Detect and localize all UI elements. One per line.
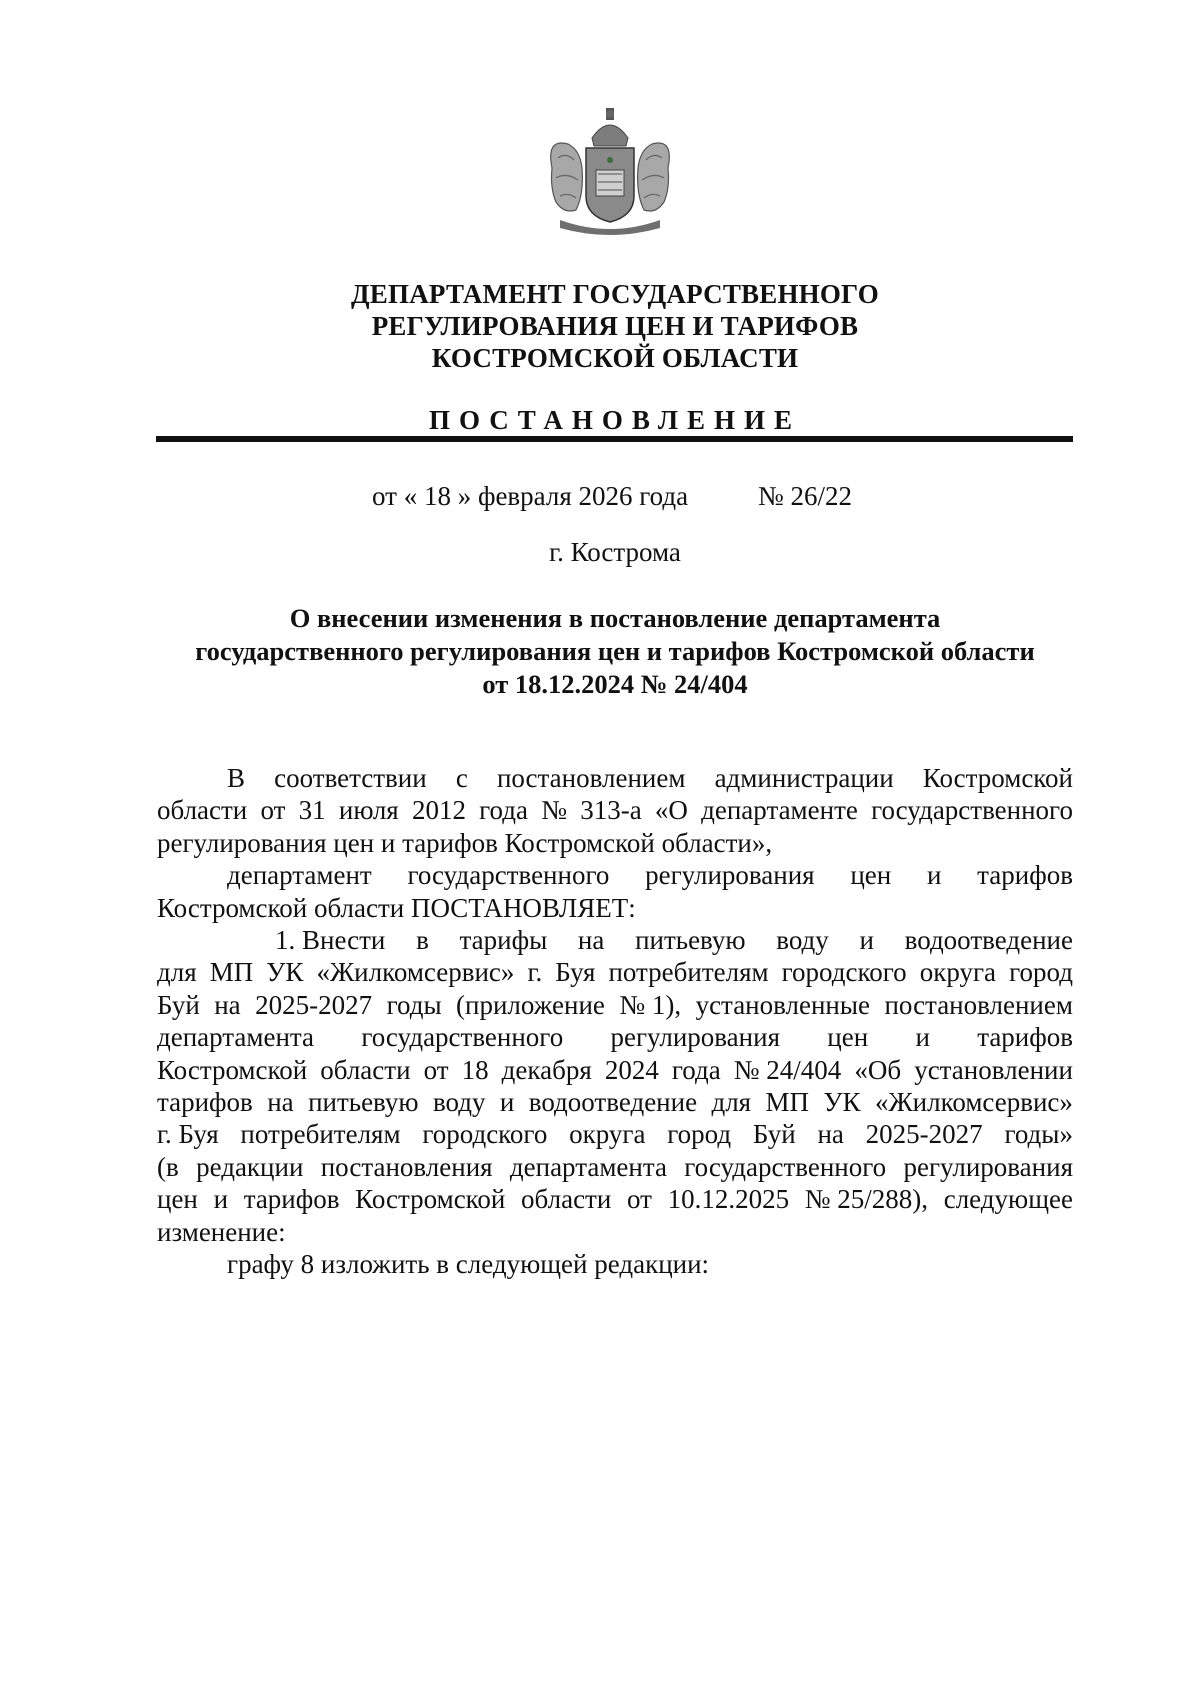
body-word: области	[157, 795, 248, 826]
body-word: следующее	[943, 1184, 1073, 1215]
body-word: годы»	[1004, 1119, 1073, 1150]
subject-line: О внесении изменения в постановление департамента	[289, 603, 941, 633]
body-word: Костромской	[157, 1054, 308, 1085]
body-word: и	[213, 1184, 229, 1215]
body-word: 2012	[411, 795, 466, 826]
body-line	[157, 1054, 1073, 1086]
body-word: июля	[338, 795, 399, 826]
body-word: город	[1009, 957, 1073, 988]
body-word: области	[521, 1184, 612, 1215]
body-word: департамента	[157, 1022, 315, 1053]
body-word: 18	[461, 1054, 489, 1085]
document-type-title: ПОСТАНОВЛЕНИЕ	[428, 405, 802, 435]
body-line	[157, 1021, 1073, 1053]
body-word: для	[157, 957, 197, 988]
body-line	[157, 956, 1073, 988]
body-word: в	[416, 925, 429, 956]
body-word: от	[423, 1054, 449, 1085]
department-name	[150, 278, 1080, 374]
body-word: государственного	[871, 795, 1073, 826]
body-word: «Об	[854, 1054, 902, 1085]
body-word: государственного	[361, 1022, 564, 1053]
body-word: потребителям	[240, 1119, 401, 1150]
body-word: Буй	[752, 1119, 796, 1150]
body-word: «Жилкомсервис»	[316, 957, 515, 988]
body-word: воду	[776, 925, 829, 956]
body-word: декабря	[501, 1054, 592, 1085]
department-line: РЕГУЛИРОВАНИЯ ЦЕН И ТАРИФОВ	[371, 311, 859, 341]
body-word: 2025-2027	[255, 989, 373, 1020]
body-word: потребителям	[608, 957, 769, 988]
document-number: № 26/22	[758, 481, 853, 511]
body-word: МП	[765, 1087, 810, 1118]
body-word: департамента	[509, 1151, 667, 1182]
body-word: тарифов	[977, 860, 1073, 891]
body-line: графу 8 изложить в следующей редакции:	[227, 1249, 710, 1280]
document-date: от « 18 » февраля 2026 года	[372, 481, 689, 511]
document-city: г. Кострома	[549, 537, 681, 567]
body-word: Буй	[157, 989, 200, 1020]
body-word: водоотведение	[528, 1087, 698, 1118]
body-word: 2025-2027	[865, 1119, 983, 1150]
body-line	[157, 924, 1073, 956]
body-word: 1. Внести	[275, 925, 386, 956]
body-line: регулирования цен и тарифов Костромской области»,	[157, 827, 773, 858]
body-word: на	[214, 989, 241, 1020]
department-line: КОСТРОМСКОЙ ОБЛАСТИ	[431, 343, 799, 373]
body-word: тарифы	[459, 925, 548, 956]
kostroma-region-coat-of-arms-icon	[540, 108, 680, 240]
subject-line: от 18.12.2024 № 24/404	[482, 669, 748, 699]
body-word: № 24/404	[733, 1054, 842, 1085]
body-word: годы	[386, 989, 442, 1020]
body-word: установленные	[695, 989, 870, 1020]
body-word: от	[626, 1184, 652, 1215]
body-word: (в	[157, 1151, 179, 1182]
document-body	[157, 762, 1073, 1281]
body-word: УК	[266, 957, 304, 988]
body-word: регулирования	[645, 860, 815, 891]
body-word: тарифов	[157, 1087, 253, 1118]
subject-line: государственного регулирования цен и тарифов Костромской области	[195, 636, 1035, 666]
body-line	[157, 762, 1073, 794]
body-line: изменение:	[157, 1216, 286, 1247]
body-word: «О	[654, 795, 688, 826]
body-word: водоотведение	[904, 925, 1073, 956]
body-word: цен	[827, 1022, 869, 1053]
body-word: и	[926, 860, 942, 891]
body-word: постановлением	[496, 763, 686, 793]
body-word: город	[667, 1119, 732, 1150]
body-word: на	[267, 1087, 294, 1118]
body-line: Костромской области ПОСТАНОВЛЯЕТ:	[157, 892, 636, 923]
body-word: УК	[823, 1087, 861, 1118]
body-word: цен	[157, 1184, 198, 1215]
body-word: редакции	[196, 1151, 304, 1182]
body-word: и	[859, 925, 874, 956]
body-word: 31	[298, 795, 326, 826]
body-word: Буя	[555, 957, 596, 988]
body-word: года	[479, 795, 529, 826]
body-line	[157, 989, 1073, 1021]
body-word: 10.12.2025	[667, 1184, 790, 1215]
body-line	[157, 1118, 1073, 1150]
body-word: регулирования	[610, 1022, 780, 1053]
body-word: цен	[850, 860, 892, 891]
body-line	[157, 1151, 1073, 1183]
body-word: постановлением	[884, 989, 1073, 1020]
body-word: государственного	[684, 1151, 887, 1182]
body-word: департаменте	[701, 795, 858, 826]
body-word: и	[915, 1022, 930, 1053]
body-word: тарифов	[243, 1184, 340, 1215]
body-word: департамент	[227, 860, 372, 891]
body-word: №	[541, 795, 567, 826]
body-word: регулирования	[903, 1151, 1073, 1182]
body-word: области	[320, 1054, 411, 1085]
body-word: округа	[919, 957, 997, 988]
body-word: администрации	[714, 763, 894, 793]
body-word: постановления	[320, 1151, 493, 1182]
body-word: (приложение	[456, 989, 605, 1020]
body-word: питьевую	[308, 1087, 419, 1118]
body-line	[157, 859, 1073, 891]
body-word: тарифов	[977, 1022, 1073, 1053]
body-line	[157, 1086, 1073, 1118]
body-word: № 25/288),	[804, 1184, 929, 1215]
body-word: Костромской	[922, 763, 1073, 793]
body-line	[157, 1183, 1073, 1215]
header-divider	[156, 436, 1073, 442]
body-word: Костромской	[355, 1184, 506, 1215]
body-word: округа	[569, 1119, 646, 1150]
body-line	[157, 794, 1073, 826]
body-word: года	[671, 1054, 721, 1085]
body-word: 2024	[604, 1054, 659, 1085]
body-word: № 1),	[619, 989, 682, 1020]
body-word: соответствии	[274, 763, 427, 793]
body-word: «Жилкомсервис»	[874, 1087, 1073, 1118]
department-line: ДЕПАРТАМЕНТ ГОСУДАРСТВЕННОГО	[351, 279, 879, 309]
body-word: от	[260, 795, 286, 826]
body-word: установлении	[914, 1054, 1073, 1085]
body-word: для	[711, 1087, 752, 1118]
body-word: г. Буя	[157, 1119, 219, 1150]
body-word: МП	[209, 957, 254, 988]
body-word: государственного	[407, 860, 610, 891]
body-word: городского	[781, 957, 907, 988]
body-word: 313-а	[580, 795, 642, 826]
body-word: В	[227, 763, 246, 793]
body-word: питьевую	[635, 925, 746, 956]
body-word: г.	[527, 957, 543, 988]
body-word: на	[577, 925, 605, 956]
body-word: городского	[422, 1119, 548, 1150]
body-word: на	[817, 1119, 844, 1150]
body-word: и	[499, 1087, 515, 1118]
body-word: воду	[432, 1087, 486, 1118]
document-subject	[150, 602, 1080, 701]
body-word: с	[455, 763, 468, 793]
